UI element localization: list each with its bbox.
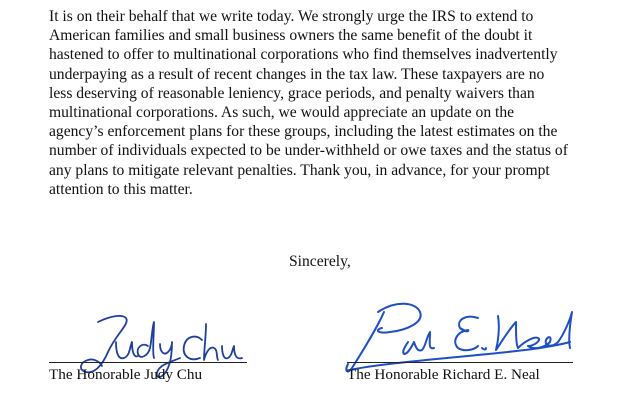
signatory-name-left: The Honorable Judy Chu xyxy=(49,366,203,383)
body-line: American families and small business owners the same benefit of the doubt it xyxy=(49,27,533,45)
body-line: less deserving of reasonable leniency, grace periods, and penalty waivers than xyxy=(49,84,535,102)
body-line: underpaying as a result of recent changes in the tax law. These taxpayers are no xyxy=(49,65,545,83)
body-line: hastened to offer to multinational corporations who find themselves inadvertently xyxy=(49,46,558,64)
body-line: number of individuals expected to be under-withheld or owe taxes and the status of xyxy=(49,142,568,160)
signature-line-left xyxy=(49,362,247,363)
signatory-name-right: The Honorable Richard E. Neal xyxy=(347,366,540,383)
closing-salutation: Sincerely, xyxy=(289,253,351,270)
letter-body-paragraph xyxy=(49,7,629,199)
body-line: any plans to mitigate relevant penalties. Thank you, in advance, for your prompt xyxy=(49,161,550,179)
signature-line-right xyxy=(347,362,573,363)
body-line: attention to this matter. xyxy=(49,180,193,198)
body-line: It is on their behalf that we write today. We strongly urge the IRS to extend to xyxy=(49,8,534,25)
body-line: multinational corporations. As such, we would appreciate an update on the xyxy=(49,104,515,122)
body-line: agency’s enforcement plans for these groups, including the latest estimates on the xyxy=(49,123,558,141)
